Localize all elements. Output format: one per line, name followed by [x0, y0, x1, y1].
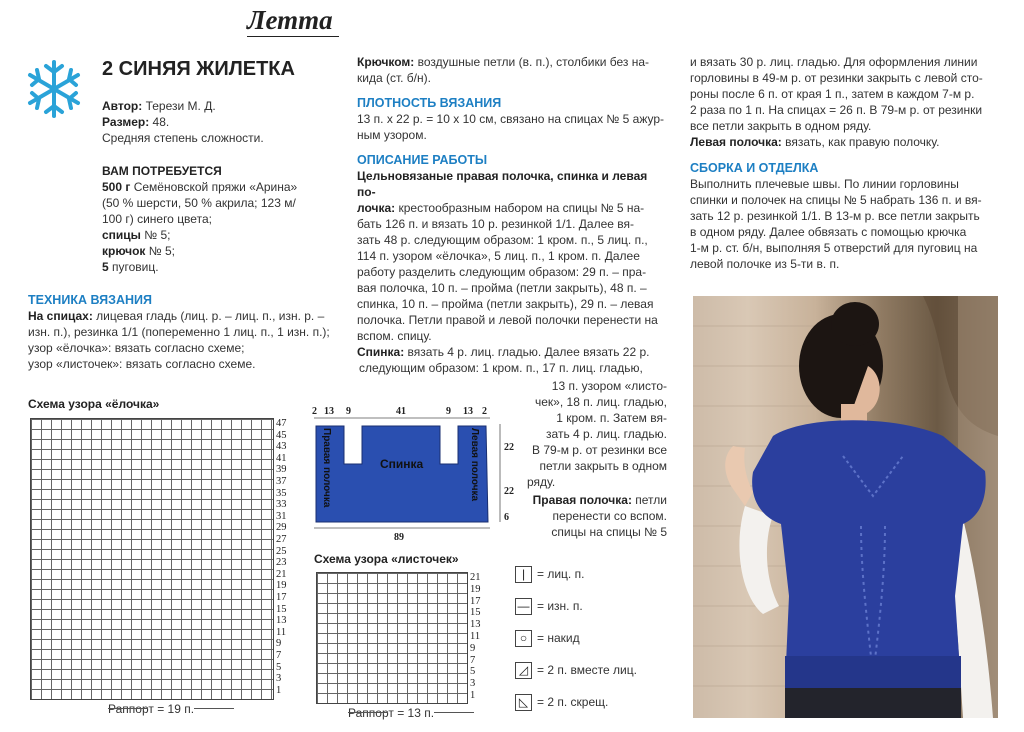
chart-row-number: 41	[276, 452, 287, 464]
back-label: Спинка:	[357, 345, 405, 359]
right-front-label: Правая полочка:	[532, 493, 632, 507]
label-back: Спинка	[380, 457, 424, 471]
legend-text-yo: = накид	[537, 631, 580, 645]
legend-text-purl: = изн. п.	[537, 599, 583, 613]
chart-row-number: 19	[276, 580, 287, 592]
buttons-label: пуговиц.	[108, 260, 159, 274]
chart-row-number: 45	[276, 429, 287, 441]
legend-symbol-knit: |	[515, 566, 532, 583]
dim-top-5: 13	[463, 406, 473, 417]
assembly-5: левой полочке из 5-ти в. п.	[690, 257, 840, 271]
desc-p1-6: спинка, 10 п. – пройма (петли закрыть), 29 п. – левая	[357, 297, 654, 311]
dim-side-1: 22	[504, 486, 514, 497]
desc-p1-5: вая полочка, 10 п. – пройма (петли закрыть), 48 п. –	[357, 281, 647, 295]
snowflake-icon	[26, 58, 82, 120]
col3-line-2: роны после 6 п. от края 1 п., затем в каждом 7-м р.	[690, 87, 975, 101]
desc-p1-2: зать 48 р. следующим образом: 1 кром. п., 5 лиц. п.,	[357, 233, 648, 247]
materials-heading: ВАМ ПОТРЕБУЕТСЯ	[102, 164, 222, 178]
desc-n-2: 1 кром. п. Затем вя-	[556, 411, 667, 425]
desc-p1-7: полочка. Петли правой и левой полочки перенести на	[357, 313, 658, 327]
desc-p1-1: бать 126 п. и вязать 10 р. резинкой 1/1. Далее вя-	[357, 217, 634, 231]
crochet-label: Крючком:	[357, 55, 415, 69]
page-title: 2 СИНЯЯ ЖИЛЕТКА	[102, 58, 295, 80]
chart1-grid	[30, 418, 274, 700]
desc-n-4: В 79-м р. от резинки все	[532, 443, 667, 457]
label-left-front: Левая полочка	[469, 428, 480, 502]
legend-symbol-yo: ○	[515, 630, 532, 647]
chart-row-number: 35	[276, 487, 287, 499]
instructions-column	[690, 54, 1000, 272]
desc-n-0: 13 п. узором «листо-	[551, 379, 667, 393]
desc-p3-2: спицы на спицы № 5	[551, 525, 667, 539]
col3-line-1: горловины в 49-м р. от резинки закрыть с левой сто-	[690, 71, 983, 85]
col3-line-3: 2 раза по 1 п. На спицах = 26 п. В 79-м р. от резинки	[690, 103, 983, 117]
desc-p3-0: петли	[631, 493, 667, 507]
dim-top-4: 9	[446, 406, 451, 417]
col3-line-4: все петли закрыть в одном ряду.	[690, 119, 872, 133]
desc-bold-2: лочка:	[357, 201, 396, 215]
chart2-title: Схема узора «листочек»	[314, 552, 459, 566]
crochet-line-2: кида (ст. б/н).	[357, 71, 431, 85]
size-label: Размер:	[102, 115, 150, 129]
chart-row-number: 7	[276, 650, 282, 661]
chart-row-number: 1	[276, 684, 282, 696]
model-photo	[693, 296, 998, 718]
density-line-2: ным узором.	[357, 128, 427, 142]
chart-row-number: 21	[276, 568, 287, 580]
yarn-weight: 500 г	[102, 180, 131, 194]
dim-top-0: 2	[312, 406, 317, 417]
chart-row-number: 39	[276, 464, 287, 476]
legend-text-k2tog: = 2 п. вместе лиц.	[537, 663, 637, 677]
col3-line-0: и вязать 30 р. лиц. гладью. Для оформления линии	[690, 55, 978, 69]
chart-row-number: 21	[470, 572, 481, 583]
chart-row-number: 43	[276, 441, 287, 453]
assembly-2: зать 12 р. резинкой 1/1. В 13-м р. все петли закрыть	[690, 209, 980, 223]
hook-value: № 5;	[145, 244, 175, 258]
desc-p2-0: вязать 4 р. лиц. гладью. Далее вязать 22 р.	[404, 345, 650, 359]
desc-n-3: зать 4 р. лиц. гладью.	[546, 427, 667, 441]
left-front-label: Левая полочка:	[690, 135, 782, 149]
technique-line-1-bold: На спицах:	[28, 309, 93, 323]
vest-schematic	[310, 402, 520, 546]
chart-row-number: 17	[276, 592, 287, 603]
dim-bottom: 89	[394, 532, 404, 543]
desc-n-5: петли закрыть в одном	[539, 459, 667, 473]
desc-p1-4: работу разделить следующим образом: 29 п. – пра-	[357, 265, 647, 279]
technique-line-1: лицевая гладь (лиц. р. – лиц. п., изн. р. –	[92, 309, 325, 323]
dim-side-2: 6	[504, 512, 509, 523]
chart-row-number: 5	[276, 661, 282, 673]
size-value: 48.	[149, 115, 170, 129]
chart-row-number: 15	[276, 603, 287, 615]
crochet-line-1: воздушные петли (в. п.), столбики без на-	[414, 55, 650, 69]
assembly-heading: СБОРКА И ОТДЕЛКА	[690, 161, 819, 175]
left-front-text: вязать, как правую полочку.	[781, 135, 940, 149]
chart-row-number: 5	[470, 666, 476, 678]
chart-row-number: 25	[276, 545, 287, 557]
yarn-line-3: 100 г) синего цвета;	[102, 212, 212, 226]
needles-label: спицы	[102, 228, 141, 242]
desc-p3-1: перенести со вспом.	[552, 509, 667, 523]
density-line-1: 13 п. х 22 р. = 10 х 10 см, связано на спицах № 5 ажур-	[357, 112, 665, 126]
assembly-0: Выполнить плечевые швы. По линии горловины	[690, 177, 959, 191]
assembly-1: спинки и полочек на спицы № 5 набрать 136 п. и вя-	[690, 193, 982, 207]
legend-text-knit: = лиц. п.	[537, 567, 585, 581]
chart-row-number: 17	[470, 595, 481, 607]
technique-line-3: узор «ёлочка»: вязать согласно схеме;	[28, 341, 245, 355]
dim-top-6: 2	[482, 406, 487, 417]
chart2-grid	[316, 572, 468, 704]
chart-row-number: 11	[470, 631, 481, 642]
chart2-rapport: Раппорт = 13 п.	[348, 706, 435, 720]
author-value: Терези М. Д.	[142, 99, 216, 113]
needles-value: № 5;	[140, 228, 171, 242]
yarn-line-2: (50 % шерсти, 50 % акрила; 123 м/	[102, 196, 296, 210]
description-column	[357, 54, 665, 376]
legend-symbol-purl: —	[515, 598, 532, 615]
desc-n-6: ряду.	[527, 475, 556, 489]
yarn-line-1: Семёновской пряжи «Арина»	[130, 180, 298, 194]
legend-text-cross: = 2 п. скрещ.	[537, 695, 609, 709]
label-right-front: Правая полочка	[321, 428, 332, 508]
desc-bold-1: Цельновязаные правая полочка, спинка и левая по-	[357, 169, 648, 199]
legend-symbol-k2tog: ◿	[515, 662, 532, 679]
legend-symbol-cross: ◺	[515, 694, 532, 711]
desc-p1-8: вспом. спицу.	[357, 329, 432, 343]
description-narrow	[527, 378, 667, 540]
dim-top-2: 9	[346, 406, 351, 417]
desc-p2-1: следующим образом: 1 кром. п., 17 п. лиц. гладью,	[359, 361, 643, 375]
vest-photo-illustration	[693, 296, 998, 718]
dim-side-0: 22	[504, 442, 514, 453]
density-heading: ПЛОТНОСТЬ ВЯЗАНИЯ	[357, 96, 502, 110]
buttons-count: 5	[102, 260, 109, 274]
hook-label: крючок	[102, 244, 146, 258]
magazine-brand: Летта	[247, 4, 339, 37]
info-block	[102, 98, 332, 146]
description-heading: ОПИСАНИЕ РАБОТЫ	[357, 153, 488, 167]
chart-row-number: 47	[276, 418, 287, 429]
chart-row-number: 15	[470, 607, 481, 619]
assembly-3: в одном ряду. Далее обвязать с помощью крючка	[690, 225, 967, 239]
chart-row-number: 9	[276, 638, 282, 650]
chart-row-number: 7	[470, 654, 476, 666]
chart-row-number: 3	[470, 678, 476, 690]
technique-line-2: изн. п.), резинка 1/1 (попеременно 1 лиц. п., 1 изн. п.);	[28, 325, 330, 339]
chart-row-number: 3	[276, 673, 282, 685]
desc-n-1: чек», 18 п. лиц. гладью,	[535, 395, 667, 409]
dim-top-3: 41	[396, 406, 406, 417]
chart-row-number: 13	[276, 615, 287, 627]
assembly-4: 1-м р. ст. б/н, выполняя 5 отверстий для пуговиц на	[690, 241, 978, 255]
chart-row-number: 23	[276, 557, 287, 569]
author-label: Автор:	[102, 99, 143, 113]
chart1-rapport: Раппорт = 19 п.	[108, 702, 195, 716]
chart-row-number: 29	[276, 522, 287, 534]
difficulty: Средняя степень сложности.	[102, 131, 264, 145]
chart-row-number: 9	[470, 642, 476, 654]
technique-line-4: узор «листочек»: вязать согласно схеме.	[28, 357, 256, 371]
chart1-title: Схема узора «ёлочка»	[28, 397, 160, 411]
chart-row-number: 31	[276, 510, 287, 522]
chart-row-number: 33	[276, 499, 287, 511]
chart-row-number: 13	[470, 619, 481, 631]
desc-p1-0: крестообразным набором на спицы № 5 на-	[395, 201, 645, 215]
dim-top-1: 13	[324, 406, 334, 417]
chart-row-number: 1	[470, 690, 476, 701]
chart-row-number: 27	[276, 534, 287, 545]
desc-p1-3: 114 п. узором «ёлочка», 5 лиц. п., 1 кром. п. Далее	[357, 249, 640, 263]
technique-block	[28, 292, 343, 372]
technique-heading: ТЕХНИКА ВЯЗАНИЯ	[28, 293, 153, 307]
materials-block	[102, 163, 337, 275]
chart-row-number: 19	[470, 583, 481, 595]
chart-row-number: 11	[276, 626, 287, 638]
chart-row-number: 37	[276, 476, 287, 487]
